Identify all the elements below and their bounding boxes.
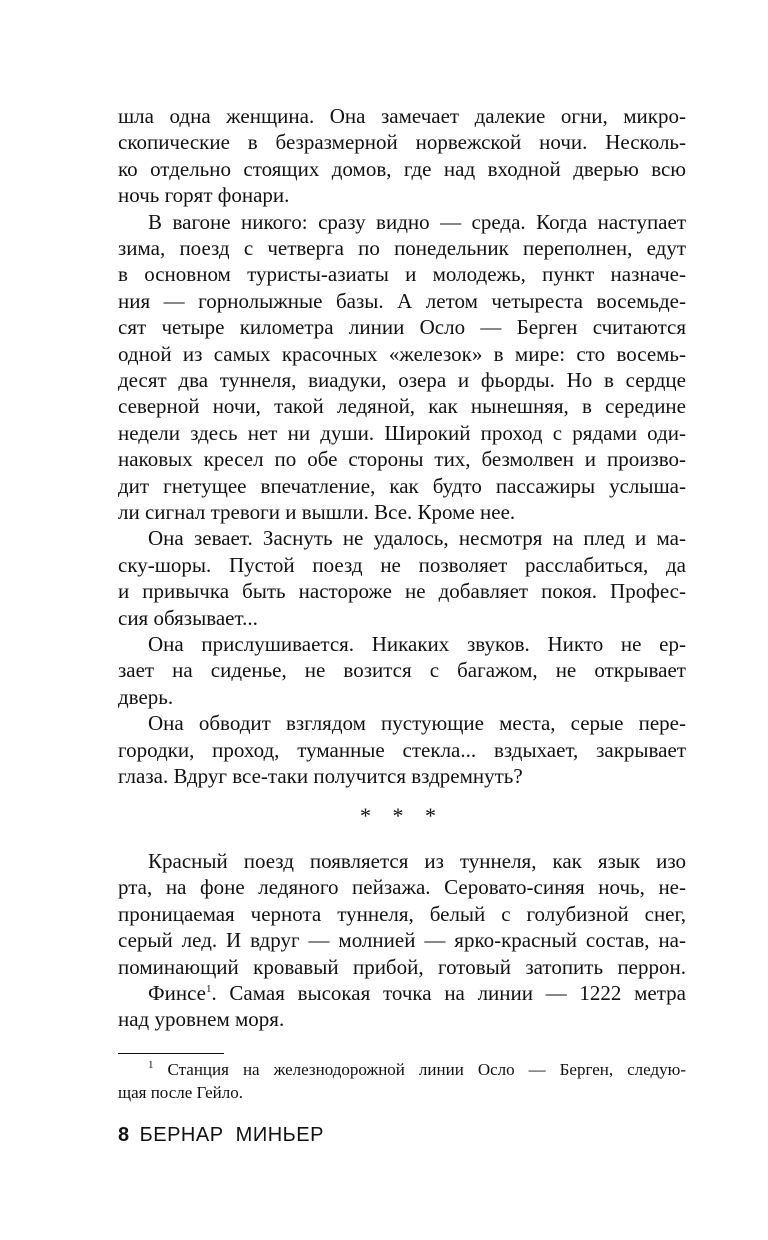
text-line: Она обводит взглядом пустующие места, серые пере- <box>148 711 686 736</box>
author-name: БЕРНАР МИНЬЕР <box>139 1124 324 1146</box>
footnote-line: щая после Гейло. <box>118 1083 243 1102</box>
footnote-reference: 1 <box>205 983 212 995</box>
text-line <box>118 980 686 1006</box>
text-line: зает на сиденье, не возится с багажом, не открывает <box>118 658 686 683</box>
text-line: ску-шоры. Пустой поезд не позволяет расслабиться, да <box>118 552 686 577</box>
text-line: ния — горнолыжные базы. А летом четыреста восемьде- <box>118 288 686 313</box>
text-line: рта, на фоне ледяного пейзажа. Серовато-синяя ночь, не- <box>118 875 686 900</box>
text-line: одной из самых красочных «железок» в мире: сто восемь- <box>118 341 686 366</box>
paragraph-continuation <box>118 103 686 209</box>
page-number: 8 <box>118 1124 130 1146</box>
paragraph-finse <box>118 980 686 1033</box>
text-line: и привычка быть настороже не добавляет покоя. Профес- <box>118 579 686 604</box>
text-fragment: . Самая высокая точка на линии — 1222 метра <box>211 981 686 1005</box>
text-line: скопические в безразмерной норвежской ночи. Несколь- <box>118 130 686 155</box>
text-line: Она прислушивается. Никаких звуков. Никто не ер- <box>148 632 686 656</box>
text-line: десят два туннеля, виадуки, озера и фьорды. Но в сердце <box>118 367 686 392</box>
footnote-mark: 1 <box>148 1059 154 1071</box>
paragraph-she-looks <box>118 710 686 789</box>
text-line: ночь горят фонари. <box>118 183 290 208</box>
text-line: В вагоне никого: сразу видно — среда. Когда наступает <box>148 209 686 234</box>
text-line: недели здесь нет ни души. Широкий проход с рядами оди- <box>118 420 686 445</box>
text-line: серый лед. И вдруг — молнией — ярко-красный состав, на- <box>118 928 686 953</box>
finse-word: Финсе <box>148 981 206 1005</box>
text-line: Красный поезд появляется из туннеля, как язык изо <box>148 849 686 873</box>
text-line: наковых кресел по обе стороны тих, безмолвен и произво- <box>118 447 686 472</box>
text-line: северной ночи, такой ледяной, как нынешняя, в середине <box>118 394 686 419</box>
text-line: ко отдельно стоящих домов, где над входной дверью всю <box>118 156 686 181</box>
text-line: дверь. <box>118 684 174 709</box>
footnote <box>118 1058 686 1104</box>
section-separator: * * * <box>360 803 444 828</box>
text-line: дит гнетущее впечатление, как будто пассажиры услыша- <box>118 473 686 498</box>
text-line: проницаемая чернота туннеля, белый с голубизной снег, <box>118 901 686 926</box>
footnote-divider <box>118 1053 224 1054</box>
text-line: в основном туристы-азиаты и молодежь, пункт назначе- <box>118 262 686 287</box>
footnote-line <box>118 1058 686 1081</box>
text-line: ли сигнал тревоги и вышли. Все. Кроме нее. <box>118 499 516 524</box>
text-line: над уровнем моря. <box>118 1007 285 1032</box>
text-line: поминающий кровавый прибой, готовый затопить перрон. <box>118 954 686 979</box>
running-footer <box>118 1124 324 1147</box>
text-line: сят четыре километра линии Осло — Берген считаются <box>118 315 686 340</box>
text-line: Она зевает. Заснуть не удалось, несмотря на плед и ма- <box>148 526 686 551</box>
paragraph-she-listens <box>118 631 686 710</box>
footnote-text: Станция на железнодорожной линии Осло — Берген, следую- <box>153 1060 686 1079</box>
paragraph-red-train <box>118 848 686 980</box>
paragraph-train-carriage <box>118 209 686 526</box>
text-line: зима, поезд с четверга по понедельник переполнен, едут <box>118 235 686 260</box>
text-line: городки, проход, туманные стекла... вздыхает, закрывает <box>118 737 686 762</box>
text-line: глаза. Вдруг все-таки получится вздремнуть? <box>118 763 523 788</box>
text-line: сия обязывает... <box>118 605 258 630</box>
paragraph-she-yawns <box>118 525 686 631</box>
text-line: шла одна женщина. Она замечает далекие огни, микро- <box>118 104 686 128</box>
